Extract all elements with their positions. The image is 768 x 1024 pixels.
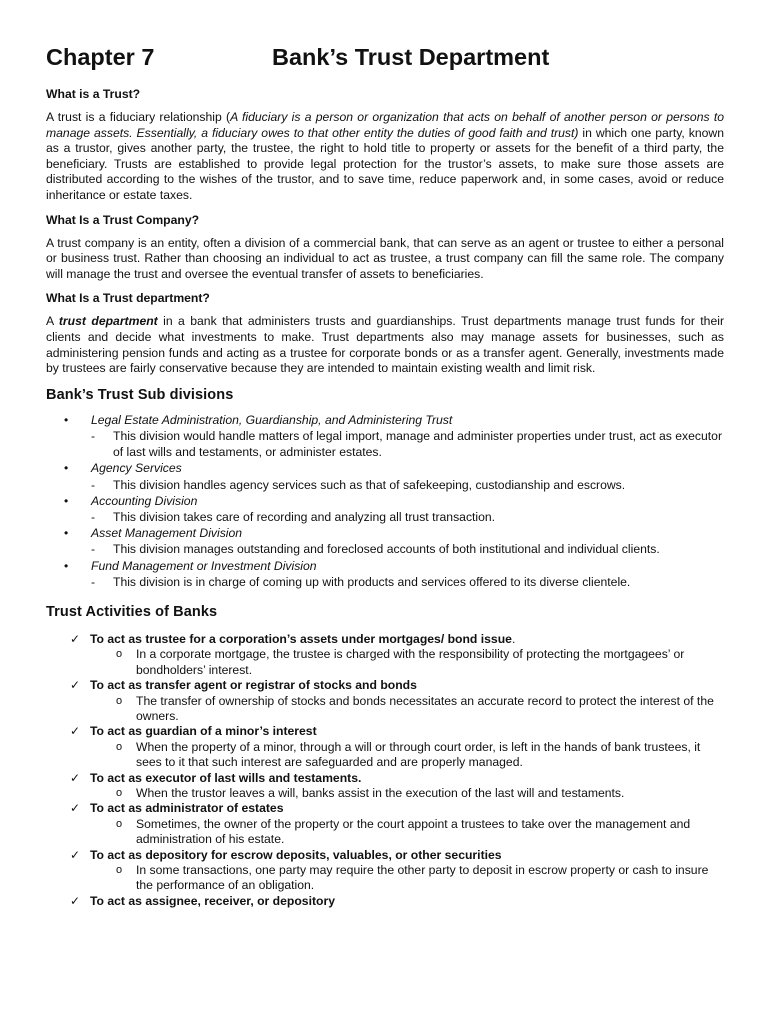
activity-title-line — [90, 724, 724, 739]
bullet-icon: • — [64, 558, 69, 573]
checkmark-icon: ✓ — [70, 801, 81, 816]
trust-intro: A trust is a fiduciary relationship ( — [46, 110, 231, 124]
activity-item — [46, 894, 724, 909]
activity-title-line — [90, 848, 724, 863]
trust-fiduciary-note: A fiduciary is a person or organization that acts on behalf of another person or persons to manage assets. Essentially, a fiduciary owes to that other entity the duties of good faith and trust) — [46, 110, 724, 140]
activity-title: To act as executor of last wills and testaments. — [90, 770, 362, 785]
subdivision-item — [46, 525, 724, 557]
subdivision-title: Legal Estate Administration, Guardianship, and Administering Trust — [91, 412, 453, 427]
circle-bullet-icon: o — [116, 740, 123, 753]
activity-description-text: The transfer of ownership of stocks and bonds necessitates an accurate record to protect the interest of the owners. — [136, 693, 714, 723]
activity-description — [90, 817, 724, 848]
subdivision-description — [91, 428, 724, 460]
activity-title: To act as trustee for a corporation’s assets under mortgages/ bond issue — [90, 631, 512, 646]
activity-title: To act as guardian of a minor’s interest — [90, 724, 317, 739]
subdivision-item — [46, 493, 724, 525]
activity-description — [90, 863, 724, 894]
subdivision-description-text: This division is in charge of coming up with products and services offered to its diverse clientele. — [113, 574, 631, 589]
activities-heading: Trust Activities of Banks — [46, 603, 218, 620]
chapter-number: Chapter 7 — [46, 44, 155, 70]
checkmark-icon: ✓ — [70, 724, 81, 739]
activity-title-line — [90, 632, 724, 647]
activity-item — [46, 848, 724, 894]
subdivision-item — [46, 460, 724, 492]
activity-title: To act as assignee, receiver, or depository — [90, 893, 335, 908]
subdivision-description-text: This division handles agency services such as that of safekeeping, custodianship and escrows. — [113, 477, 626, 492]
activity-title-line — [90, 894, 724, 909]
trust-heading: What is a Trust? — [46, 87, 141, 101]
trust-department-lead: A — [46, 314, 59, 329]
trust-department-paragraph — [46, 314, 724, 376]
activity-title: To act as transfer agent or registrar of stocks and bonds — [90, 678, 417, 693]
dash-marker: - — [91, 574, 96, 589]
subdivision-description — [91, 574, 724, 590]
subdivision-title: Agency Services — [91, 461, 182, 476]
trust-department-term: trust department — [58, 314, 158, 329]
activity-title-line — [90, 801, 724, 816]
bullet-icon: • — [64, 493, 69, 508]
subdivision-title: Accounting Division — [91, 493, 198, 508]
activity-item — [46, 771, 724, 802]
activity-description-text: In a corporate mortgage, the trustee is charged with the responsibility of protecting the mortgagees’ or bondholders’ interest. — [136, 647, 685, 677]
subdivision-title: Fund Management or Investment Division — [91, 558, 317, 573]
trust-department-heading: What Is a Trust department? — [46, 291, 210, 306]
chapter-header — [46, 44, 724, 78]
trust-paragraph — [46, 110, 724, 204]
subdivision-description — [91, 509, 724, 525]
subdivisions-list — [46, 412, 724, 590]
circle-bullet-icon: o — [116, 787, 123, 800]
dash-marker: - — [91, 542, 96, 557]
circle-bullet-icon: o — [116, 864, 123, 877]
activities-list — [46, 632, 724, 909]
bullet-icon: • — [64, 526, 69, 541]
circle-bullet-icon: o — [116, 817, 123, 830]
subdivision-description — [91, 541, 724, 557]
subdivision-item — [46, 412, 724, 461]
activity-description-text: Sometimes, the owner of the property or the court appoint a trustees to take over the management and administration of his estate. — [136, 816, 691, 847]
trust-department-body: in a bank that administers trusts and guardianships. Trust departments manage trust funds for their clients and decide what investments to make. Trust departments also may manage assets for businesses, such as administering pension funds and acting as a trustee for corporate bonds or as a transfer agent. Generally, investments made by trustees are fairly conservative because they are intended to maintain existing wealth and limit risk. — [46, 314, 725, 376]
circle-bullet-icon: o — [116, 648, 123, 661]
circle-bullet-icon: o — [116, 694, 123, 707]
activity-description — [90, 647, 724, 678]
activity-item — [46, 724, 724, 770]
trust-rest: in which one party, known as a trustor, gives another party, the trustee, the right to hold title to property or assets for the benefit of a third party, the beneficiary. Trusts are established to provide legal protection for the trustor’s assets, to make sure those assets are distributed according to the wishes of the trustor, and to save time, reduce paperwork and, in some cases, avoid or reduce inheritance or estate taxes. — [46, 125, 724, 202]
dash-marker: - — [91, 477, 96, 492]
activity-item — [46, 801, 724, 847]
checkmark-icon: ✓ — [70, 678, 81, 693]
activity-description — [90, 694, 724, 725]
activity-description — [90, 740, 724, 771]
activity-description-text: When the trustor leaves a will, banks assist in the execution of the last will and testaments. — [136, 786, 625, 801]
subdivision-item — [46, 558, 724, 590]
trust-company-paragraph: A trust company is an entity, often a division of a commercial bank, that can serve as an agent or trustee to either a personal or business trust. Rather than choosing an individual to act as trustee, a trust company can fill the same role. The company will manage the trust and oversee the eventual transfer of assets to beneficiaries. — [46, 235, 724, 281]
checkmark-icon: ✓ — [70, 847, 81, 862]
activity-description-text: In some transactions, one party may require the other party to deposit in escrow property or cash to insure the performance of an obligation. — [136, 863, 709, 893]
bullet-icon: • — [64, 461, 69, 476]
dash-marker: - — [91, 428, 96, 443]
subdivision-title: Asset Management Division — [91, 526, 243, 541]
checkmark-icon: ✓ — [70, 893, 81, 908]
subdivision-description-text: This division manages outstanding and foreclosed accounts of both institutional and individual clients. — [113, 542, 660, 557]
dash-marker: - — [91, 509, 96, 524]
checkmark-icon: ✓ — [70, 770, 81, 785]
activity-item — [46, 632, 724, 678]
activity-title-line — [90, 678, 724, 693]
activity-title-trail: . — [511, 631, 516, 646]
subdivision-description-text: This division takes care of recording and analyzing all trust transaction. — [113, 509, 496, 524]
activity-description — [90, 786, 724, 801]
chapter-title: Bank’s Trust Department — [272, 44, 550, 70]
activity-description-text: When the property of a minor, through a will or through court order, is left in the hands of bank trustees, it sees to it that such interest are safeguarded and are properly managed. — [136, 739, 701, 770]
checkmark-icon: ✓ — [70, 631, 81, 646]
activity-item — [46, 678, 724, 724]
subdivision-description-text: This division would handle matters of legal import, manage and administer properties under trust, act as executor of last wills and testaments, or administer estates. — [113, 428, 723, 460]
trust-company-heading: What Is a Trust Company? — [46, 212, 200, 227]
activity-title-line — [90, 771, 724, 786]
subdivision-description — [91, 477, 724, 493]
activity-title: To act as administrator of estates — [90, 801, 284, 816]
activity-title: To act as depository for escrow deposits, valuables, or other securities — [90, 847, 502, 862]
bullet-icon: • — [64, 412, 69, 427]
subdivisions-heading: Bank’s Trust Sub divisions — [46, 386, 234, 403]
